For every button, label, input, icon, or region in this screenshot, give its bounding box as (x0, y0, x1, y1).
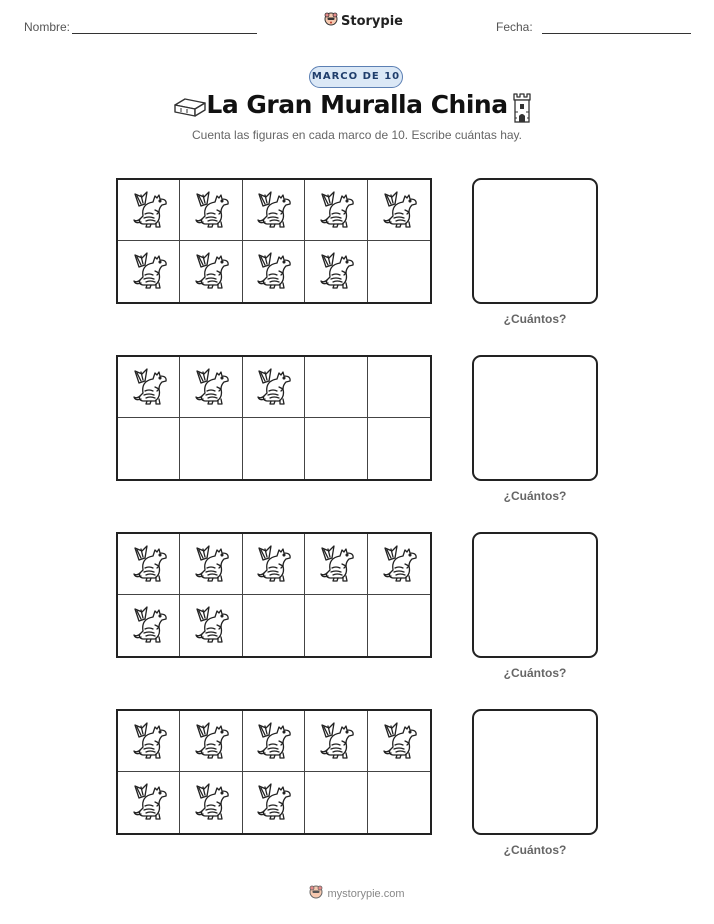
dragon-icon (191, 363, 231, 412)
dragon-icon (191, 601, 231, 650)
frame-cell (180, 180, 242, 241)
dragon-icon (316, 247, 356, 296)
frame-cell (243, 357, 305, 418)
dragon-icon (129, 601, 169, 650)
dragon-icon (253, 186, 293, 235)
ten-frame-3 (116, 532, 432, 658)
storypie-mascot-icon (324, 12, 338, 31)
ten-frame-2 (116, 355, 432, 481)
page-title: La Gran Muralla China (206, 90, 508, 119)
storypie-mascot-icon (309, 885, 323, 902)
date-label: Fecha: (496, 20, 533, 34)
dragon-icon (129, 717, 169, 766)
frame-cell (305, 711, 367, 772)
dragon-icon (379, 186, 419, 235)
frame-cell (243, 241, 305, 302)
dragon-icon (316, 717, 356, 766)
title-row (0, 90, 714, 126)
brand-logo (324, 12, 403, 31)
frame-cell (180, 711, 242, 772)
instructions: Cuenta las figuras en cada marco de 10. Escribe cuántas hay. (192, 128, 522, 142)
frame-cell (243, 711, 305, 772)
frame-cell (368, 241, 430, 302)
date-line (542, 33, 691, 34)
frame-cell (305, 180, 367, 241)
ten-frame-4 (116, 709, 432, 835)
frame-cell (180, 595, 242, 656)
frame-cell (180, 357, 242, 418)
name-label: Nombre: (24, 20, 71, 34)
frame-cell (305, 357, 367, 418)
dragon-icon (129, 363, 169, 412)
brand-name: Storypie (341, 14, 403, 29)
dragon-icon (379, 717, 419, 766)
worksheet-type-badge: MARCO DE 10 (309, 66, 403, 88)
frame-cell (243, 772, 305, 833)
frame-cell (305, 418, 367, 479)
answer-label-1: ¿Cuántos? (503, 312, 567, 326)
dragon-icon (191, 540, 231, 589)
dragon-icon (129, 247, 169, 296)
frame-cell (305, 241, 367, 302)
frame-cell (305, 534, 367, 595)
dragon-icon (191, 717, 231, 766)
frame-cell (118, 241, 180, 302)
frame-cell (118, 534, 180, 595)
dragon-icon (379, 540, 419, 589)
frame-cell (118, 772, 180, 833)
frame-cell (118, 595, 180, 656)
frame-cell (305, 595, 367, 656)
frame-cell (368, 418, 430, 479)
frame-cell (368, 595, 430, 656)
dragon-icon (253, 247, 293, 296)
dragon-icon (129, 778, 169, 827)
frame-cell (180, 418, 242, 479)
footer (0, 885, 714, 902)
frame-cell (118, 180, 180, 241)
frame-cell (180, 772, 242, 833)
dragon-icon (253, 540, 293, 589)
frame-cell (368, 357, 430, 418)
dragon-icon (253, 717, 293, 766)
frame-cell (368, 711, 430, 772)
frame-cell (118, 357, 180, 418)
dragon-icon (253, 363, 293, 412)
dragon-icon (129, 186, 169, 235)
ten-frame-1 (116, 178, 432, 304)
answer-box-3[interactable] (472, 532, 598, 658)
dragon-icon (316, 186, 356, 235)
frame-cell (368, 772, 430, 833)
answer-box-4[interactable] (472, 709, 598, 835)
dragon-icon (191, 247, 231, 296)
tower-icon (510, 92, 534, 129)
frame-cell (243, 534, 305, 595)
frame-cell (368, 534, 430, 595)
frame-cell (305, 772, 367, 833)
dragon-icon (191, 186, 231, 235)
answer-box-2[interactable] (472, 355, 598, 481)
frame-cell (243, 595, 305, 656)
frame-cell (118, 711, 180, 772)
footer-site: mystorypie.com (327, 887, 405, 900)
answer-label-2: ¿Cuántos? (503, 489, 567, 503)
dragon-icon (316, 540, 356, 589)
dragon-icon (253, 778, 293, 827)
frame-cell (368, 180, 430, 241)
answer-box-1[interactable] (472, 178, 598, 304)
frame-cell (243, 418, 305, 479)
frame-cell (180, 241, 242, 302)
answer-label-3: ¿Cuántos? (503, 666, 567, 680)
frame-cell (180, 534, 242, 595)
frame-cell (118, 418, 180, 479)
answer-label-4: ¿Cuántos? (503, 843, 567, 857)
name-line (72, 33, 257, 34)
frame-cell (243, 180, 305, 241)
dragon-icon (129, 540, 169, 589)
dragon-icon (191, 778, 231, 827)
